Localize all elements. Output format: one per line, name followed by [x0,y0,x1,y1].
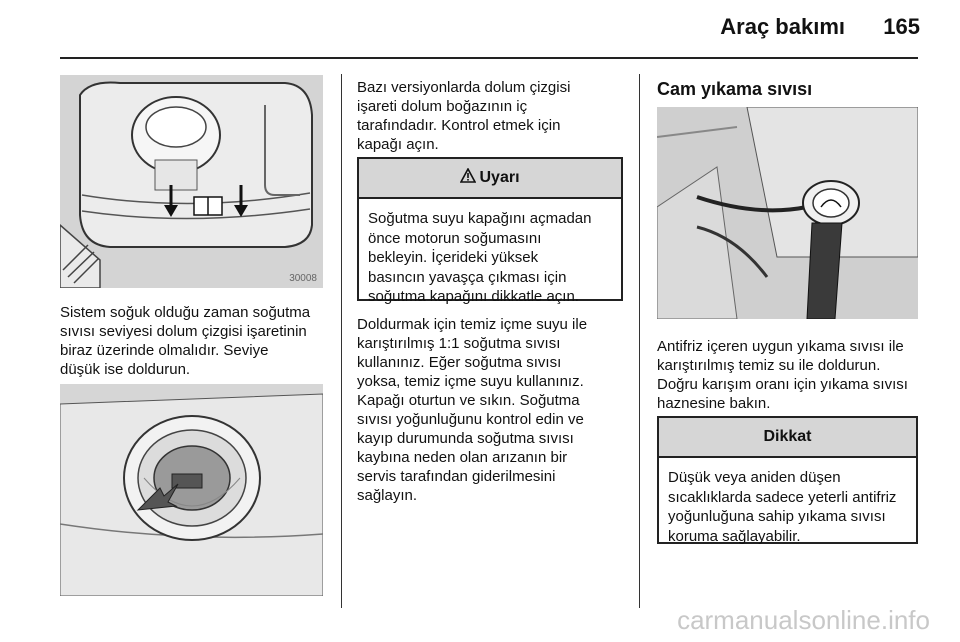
watermark: carmanualsonline.info [677,605,930,635]
warning-text: Soğutma suyu kapağını açmadan önce motorun soğumasını bekleyin. İçerideki yüksek basıncın yavaşça çıkması için soğutma kapağını dikkatle açın. [368,210,592,305]
washer-fluid-heading: Cam yıkama sıvısı [657,79,813,99]
warning-triangle-icon [460,168,476,188]
warning-title: Uyarı [479,169,520,186]
notice-title: Dikkat [763,428,812,445]
figure-code: 30008 [289,273,317,284]
notice-box [657,416,918,544]
notice-box-header [659,418,916,458]
page-header-title: Araç bakımı [720,14,845,39]
notice-text: Düşük veya aniden düşen sıcaklıklarda sadece yeterli antifriz yoğunluğuna sahip yıkama sıvısı koruma sağlayabilir. [668,469,897,545]
warning-box-header [359,159,621,199]
filler-neck-figure [60,384,323,596]
coolant-reservoir-figure [60,75,323,288]
fill-line-paragraph: Bazı versiyonlarda dolum çizgisi işareti dolum boğazının iç tarafındadır. Kontrol etmek için kapağı açın. [357,79,571,153]
page-number: 165 [883,14,920,39]
header-rule [60,57,918,59]
column-divider-left [341,74,342,608]
warning-box [357,157,623,305]
washer-fluid-paragraph: Antifriz içeren uygun yıkama sıvısı ile karıştırılmış temiz su ile doldurun. Doğru karışım oranı için yıkama sıvısı haznesine bakın. [657,338,908,412]
coolant-level-paragraph: Sistem soğuk olduğu zaman soğutma sıvısı seviyesi dolum çizgisi işaretinin biraz üzerinde olmalıdır. Seviye düşük ise doldurun. [60,304,311,378]
washer-reservoir-figure [657,107,918,319]
refill-instructions-paragraph: Doldurmak için temiz içme suyu ile karıştırılmış 1:1 soğutma sıvısı kullanınız. Eğer soğutma sıvısı yoksa, temiz içme suyu kullanınız. Kapağı oturtun ve sıkın. Soğutma sıvısı yoğunluğunu kontrol edin ve kayıp durumunda soğutma sıvısı kaybına neden olan arızanın bir servis tarafından giderilmesini sağlayın. [357,316,588,504]
column-divider-right [639,74,640,608]
